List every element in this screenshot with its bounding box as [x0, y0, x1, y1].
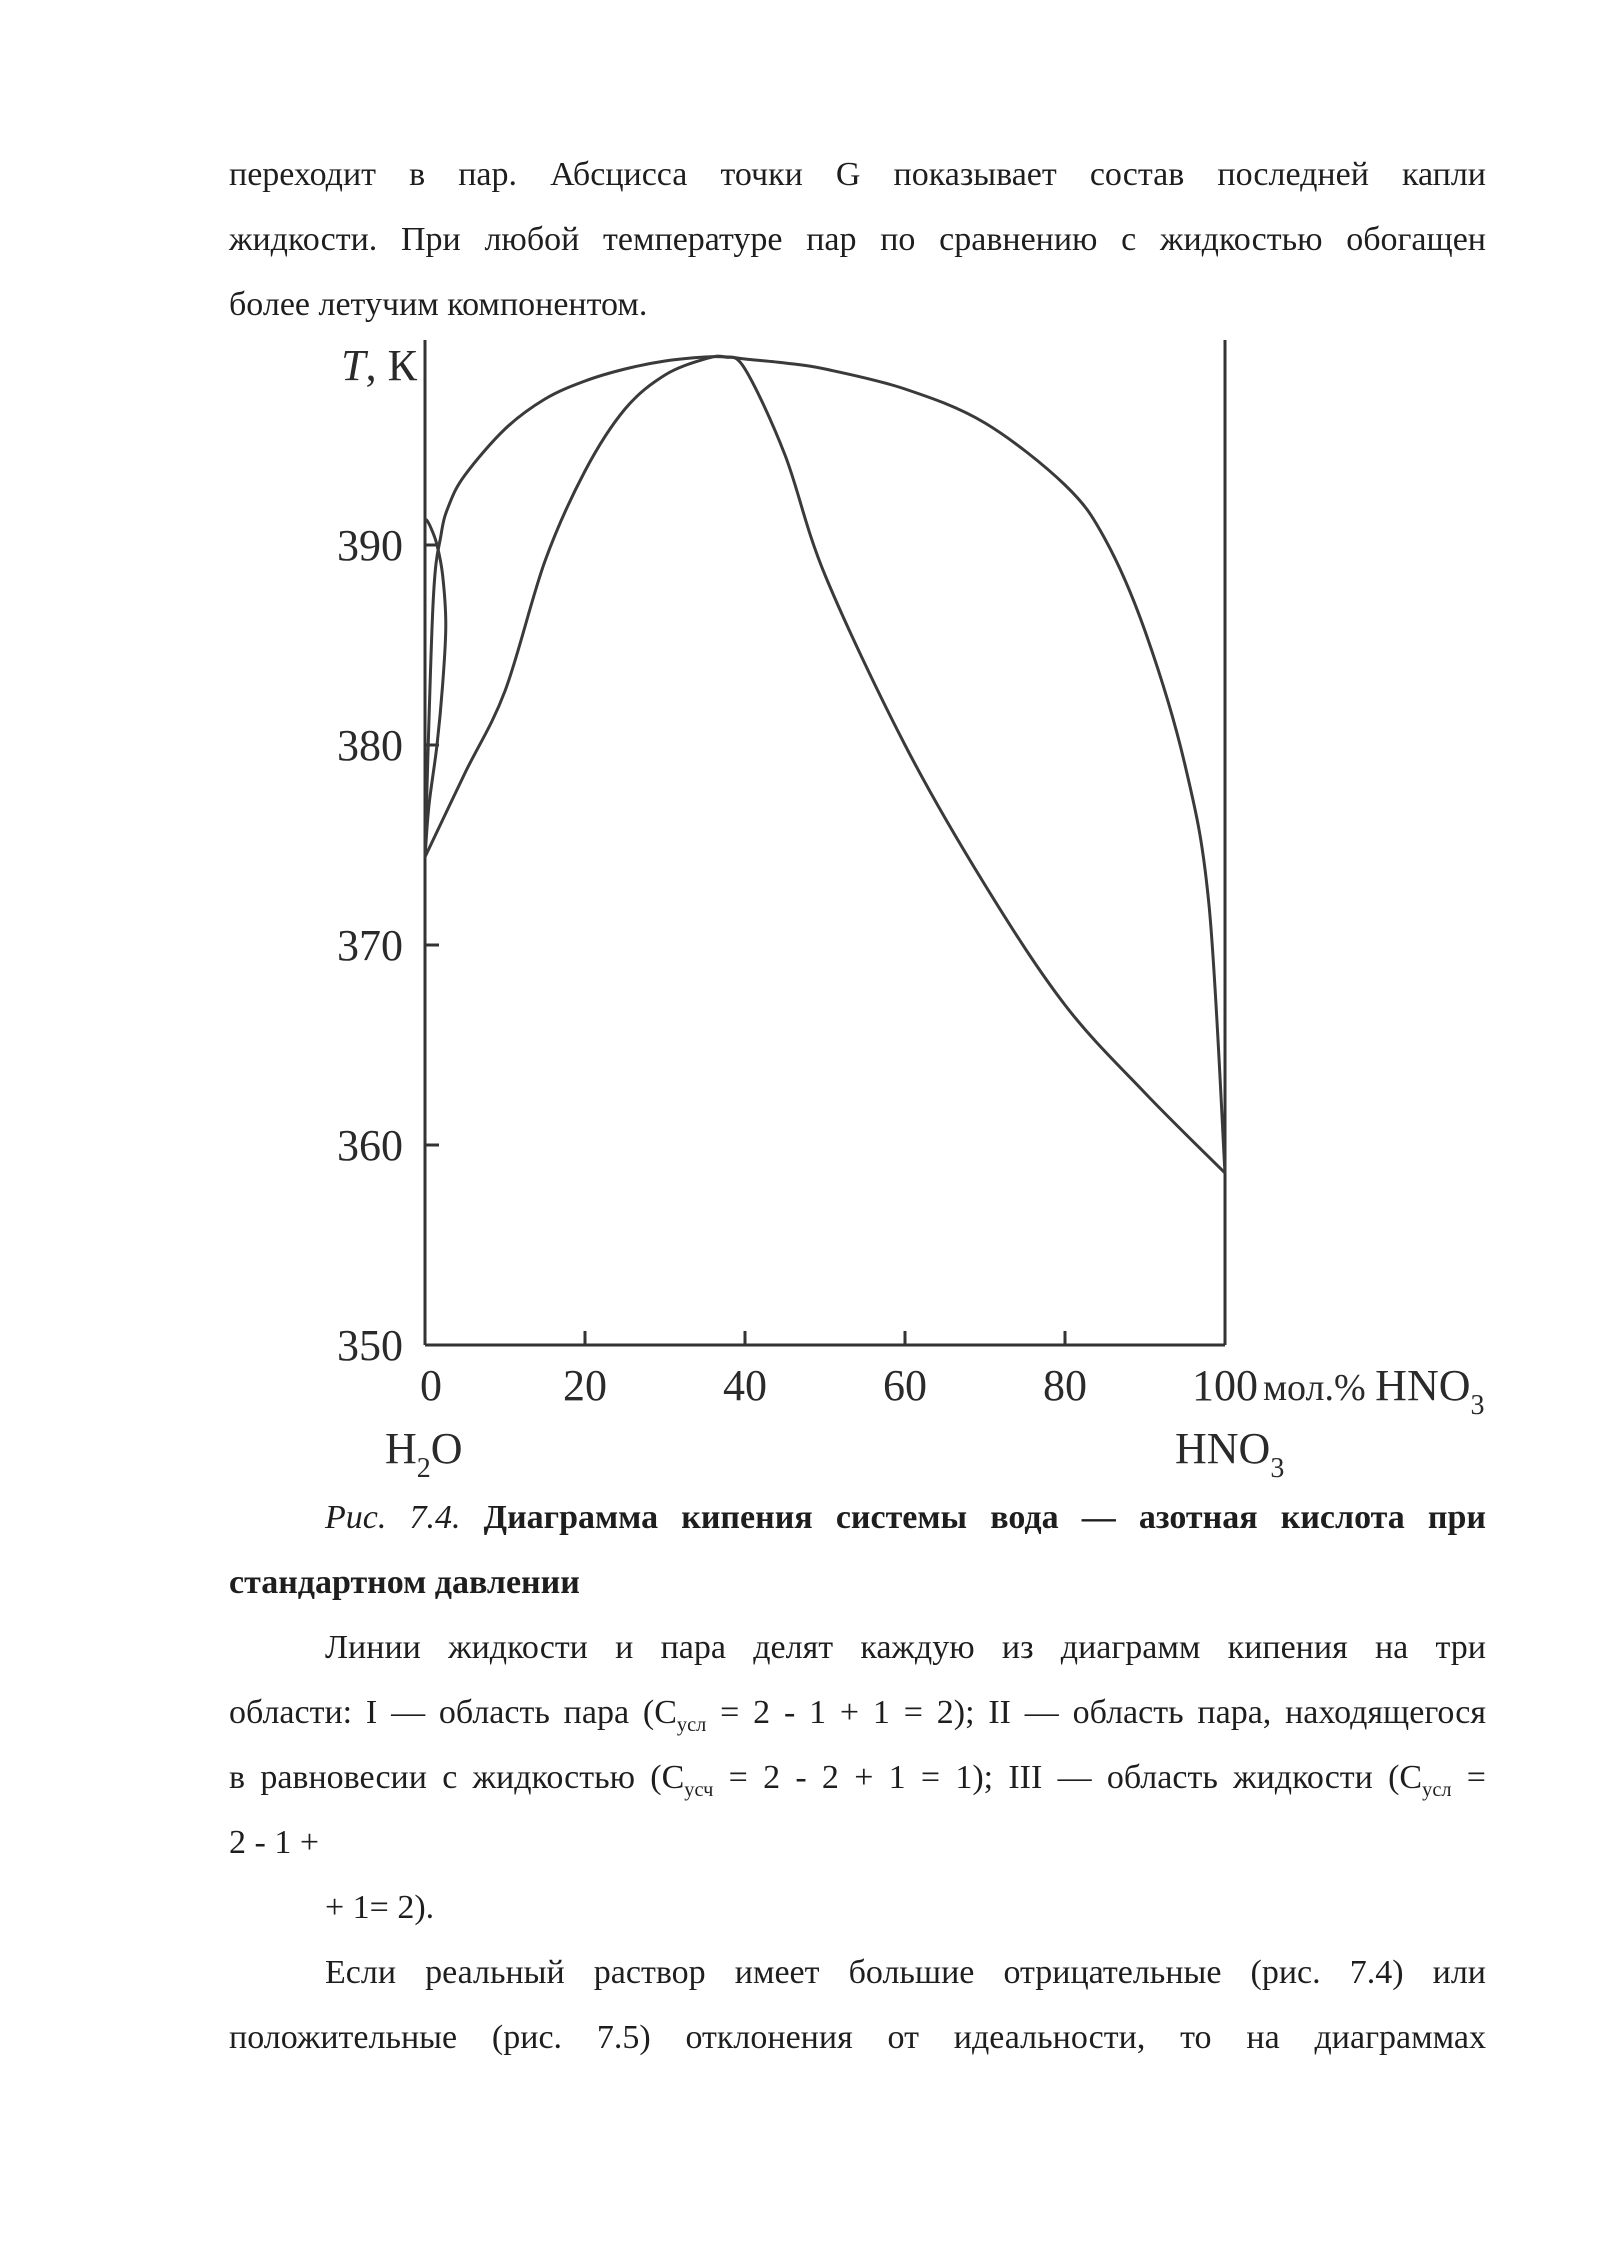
x-axis-title: мол.% $HNO_3$ [1263, 1361, 1485, 1421]
text-fragment: области: I — область пара (С [229, 1694, 677, 1731]
text-fragment: = 2 - 1 + 1 = 2); II — область пара, находящегося [706, 1694, 1487, 1731]
caption-label: Рис. 7.4. [325, 1499, 461, 1536]
y-tick-label: 380 [337, 721, 403, 770]
subscript: усч [684, 1778, 714, 1801]
regions-paragraph-line2 [229, 1680, 1486, 1745]
chart-curves [425, 356, 1225, 1173]
y-axis-title: T, К [341, 341, 417, 390]
y-tick-label: 350 [337, 1321, 403, 1370]
x-tick-label: 40 [723, 1361, 767, 1410]
caption-title-line1: Диаграмма кипения системы вода — азотная кислота при [483, 1499, 1487, 1536]
x-tick-label: 100 [1192, 1361, 1258, 1410]
figure-caption-cont [229, 1550, 1486, 1615]
x-tick-label: 0 [420, 1361, 442, 1410]
text-fragment: в равновесии с жидкостью (С [229, 1759, 685, 1796]
boiling-diagram-figure [300, 340, 1560, 1490]
last-paragraph-line2 [229, 2005, 1486, 2070]
y-tick-label: 370 [337, 921, 403, 970]
paragraph-line: жидкости. При любой температуре пар по сравнению с жидкостью обогащен [229, 221, 1486, 258]
regions-paragraph-line3 [229, 1745, 1486, 1810]
chart-ticks [425, 545, 1065, 1345]
paragraph-line: + 1= 2). [325, 1889, 435, 1926]
paragraph-line: положительные (рис. 7.5) отклонения от идеальности, то на диаграммах [229, 2019, 1486, 2056]
paragraph-line: более летучим компонентом. [229, 286, 648, 323]
regions-paragraph-line1 [229, 1615, 1486, 1680]
paragraph-line: Линии жидкости и пара делят каждую из диаграмм кипения на три [325, 1629, 1486, 1666]
text-fragment: = [1451, 1759, 1486, 1796]
figure-caption [229, 1485, 1486, 1550]
x-tick-label: 80 [1043, 1361, 1087, 1410]
chart-labels [337, 341, 1485, 1484]
paragraph-line: переходит в пар. Абсцисса точки G показывает состав последней капли [229, 156, 1486, 193]
y-tick-label: 360 [337, 1121, 403, 1170]
paragraph-line: Если реальный раствор имеет большие отрицательные (рис. 7.4) или [325, 1954, 1486, 1991]
subscript: усл [1422, 1778, 1452, 1801]
regions-paragraph-line5 [229, 1875, 1486, 1940]
curve-series-2 [425, 356, 1225, 1173]
subscript: усл [676, 1713, 707, 1736]
regions-paragraph-line4 [229, 1810, 1486, 1875]
caption-title-line2: стандартном давлении [229, 1564, 580, 1601]
top-paragraph [229, 142, 1486, 337]
x-right-component-label: $HNO_3$ [1175, 1424, 1285, 1484]
x-left-component-label: $H_2O$ [385, 1424, 463, 1484]
y-tick-label: 390 [337, 521, 403, 570]
x-tick-label: 60 [883, 1361, 927, 1410]
boiling-diagram-chart [300, 340, 1560, 1490]
paragraph-line: 2 - 1 + [229, 1824, 319, 1861]
text-fragment: = 2 - 2 + 1 = 1); III — область жидкости (С [713, 1759, 1423, 1796]
chart-axes [425, 340, 1225, 1345]
last-paragraph-line1 [229, 1940, 1486, 2005]
x-tick-label: 20 [563, 1361, 607, 1410]
